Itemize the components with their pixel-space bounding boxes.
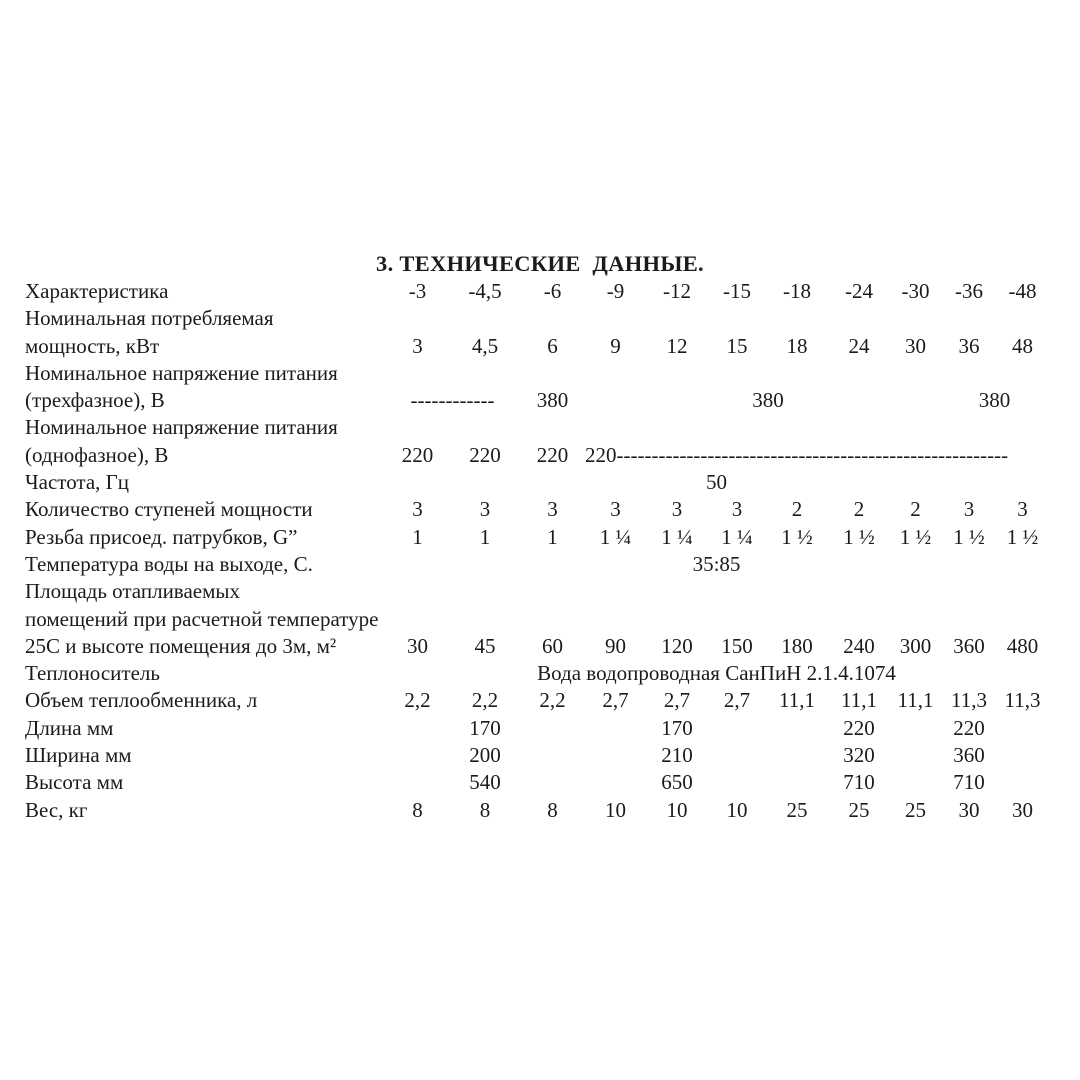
empty-cell	[708, 769, 766, 796]
table-row-area	[25, 633, 1048, 660]
value-cell: 2,2	[539, 688, 566, 713]
value-cell: 2,2	[404, 688, 431, 713]
value-cell: 2,7	[723, 688, 751, 713]
value-cell: 18	[786, 333, 808, 358]
empty-cell	[890, 387, 941, 414]
value-cell: 220	[536, 442, 569, 467]
value-cell: 8	[412, 797, 423, 822]
value-cell: 36	[958, 333, 980, 358]
value-cell: 1 ½	[899, 524, 932, 549]
value-cell: 650	[661, 770, 693, 795]
value-cell: 2,2	[471, 688, 499, 713]
value-cell: 11,1	[897, 688, 934, 713]
empty-cell	[520, 715, 585, 742]
value-cell: 200	[469, 743, 501, 768]
value-cell: 50	[706, 470, 727, 495]
table-row	[25, 305, 1048, 332]
row-label: Номинальное напряжение питания	[25, 415, 338, 440]
value-cell: 1 ½	[1006, 524, 1039, 549]
row-label: Частота, Гц	[25, 470, 130, 495]
empty-cell	[585, 715, 646, 742]
table-row-length	[25, 715, 1048, 742]
value-cell: 30	[1012, 797, 1033, 822]
model-header: -4,5	[468, 279, 502, 303]
table-row-steps	[25, 496, 1048, 523]
empty-cell	[520, 742, 585, 769]
table-row	[25, 414, 1048, 441]
model-header: -18	[783, 279, 811, 303]
value-cell: 25	[786, 797, 808, 822]
table-row	[25, 606, 1048, 633]
row-label: помещений при расчетной температуре	[25, 606, 379, 631]
value-cell: 30	[958, 797, 980, 822]
value-cell: 210	[661, 743, 693, 768]
table-row-voltage1	[25, 442, 1048, 469]
value-cell: 30	[905, 333, 926, 358]
row-label: Характеристика	[25, 279, 169, 303]
value-cell: 11,1	[779, 688, 815, 713]
empty-cell	[890, 742, 941, 769]
value-cell: 10	[726, 797, 748, 822]
value-cell: 180	[781, 633, 813, 658]
value-cell: 4,5	[471, 333, 499, 358]
value-cell: 360	[953, 633, 985, 658]
value-cell: Вода водопроводная СанПиН 2.1.4.1074	[537, 661, 896, 686]
value-cell: 380	[536, 388, 569, 413]
value-cell: 3	[731, 497, 743, 522]
model-header: -3	[408, 279, 427, 303]
value-cell: 710	[843, 770, 875, 795]
row-label: Высота мм	[25, 770, 124, 795]
model-header: -15	[723, 279, 751, 303]
empty-cell	[766, 769, 828, 796]
value-cell: 1	[412, 524, 423, 549]
empty-cell	[585, 742, 646, 769]
value-cell: 60	[542, 633, 563, 658]
value-cell: 25	[848, 797, 870, 822]
empty-cell	[385, 769, 450, 796]
table-row	[25, 578, 1048, 605]
value-cell: 1 ½	[953, 524, 985, 549]
table-row-frequency	[25, 469, 1048, 496]
empty-cell	[385, 715, 450, 742]
value-cell: 2,7	[602, 688, 629, 713]
row-label: Количество ступеней мощности	[25, 497, 313, 522]
table-row-weight	[25, 797, 1048, 824]
value-cell: 3	[412, 333, 423, 358]
value-cell: 120	[661, 633, 693, 658]
empty-cell	[890, 715, 941, 742]
value-cell: 3	[610, 497, 621, 522]
row-label: Номинальное напряжение питания	[25, 360, 338, 385]
value-cell: 320	[843, 743, 875, 768]
value-cell: 11,3	[1004, 688, 1041, 713]
value-cell: 90	[605, 633, 626, 658]
value-cell: 1 ½	[843, 524, 875, 549]
page-title: 3. ТЕХНИЧЕСКИЕ ДАННЫЕ.	[376, 251, 704, 276]
row-label: Теплоноситель	[25, 661, 160, 686]
row-label: Резьба присоед. патрубков, G”	[25, 524, 298, 549]
row-label: Ширина мм	[25, 743, 132, 768]
value-cell: 3	[963, 497, 975, 522]
value-cell: 170	[469, 715, 501, 740]
row-label: (трехфазное), В	[25, 388, 165, 413]
model-header: -12	[663, 279, 691, 303]
model-header: -24	[845, 279, 873, 303]
empty-cell	[585, 387, 646, 414]
model-header: -9	[606, 279, 625, 303]
empty-cell	[708, 715, 766, 742]
value-cell: 150	[721, 633, 753, 658]
value-cell: 220--------------------------------------------------------	[585, 442, 1009, 467]
empty-cell	[585, 769, 646, 796]
value-cell: 3	[671, 497, 683, 522]
value-cell: 1 ¼	[721, 524, 753, 549]
row-label: Площадь отапливаемых	[25, 579, 240, 604]
value-cell: 25	[905, 797, 926, 822]
value-cell: 24	[848, 333, 870, 358]
empty-cell	[520, 769, 585, 796]
value-cell: 2,7	[663, 688, 691, 713]
value-cell: 45	[474, 633, 496, 658]
value-cell: 10	[666, 797, 688, 822]
value-cell: 1 ¼	[599, 524, 632, 549]
value-cell: 3	[1017, 497, 1028, 522]
table-row-watertemp	[25, 551, 1048, 578]
empty-cell	[997, 715, 1048, 742]
value-cell: 3	[412, 497, 423, 522]
value-cell: 170	[661, 715, 693, 740]
value-cell: 540	[469, 770, 501, 795]
row-label: Вес, кг	[25, 797, 88, 822]
value-cell: 380	[978, 388, 1011, 413]
value-cell: 220	[843, 715, 875, 740]
value-cell: 11,3	[951, 688, 987, 713]
value-cell: 11,1	[841, 688, 877, 713]
empty-cell	[997, 769, 1048, 796]
value-cell: 220	[953, 715, 985, 740]
value-cell: 3	[547, 497, 558, 522]
value-cell: 380	[752, 388, 784, 413]
value-cell: 300	[899, 633, 932, 658]
empty-cell	[997, 742, 1048, 769]
model-header: -36	[955, 279, 983, 303]
table-row-thread	[25, 524, 1048, 551]
model-header: -30	[901, 279, 930, 303]
value-cell: 9	[610, 333, 621, 358]
row-label: Объем теплообменника, л	[25, 688, 258, 713]
value-cell: 360	[953, 743, 985, 768]
technical-data-table	[25, 278, 1048, 824]
empty-cell	[708, 742, 766, 769]
value-cell: 8	[547, 797, 558, 822]
value-cell: 6	[547, 333, 558, 358]
table-row-height	[25, 769, 1048, 796]
value-cell: 220	[401, 442, 434, 467]
row-label: 25С и высоте помещения до 3м, м²	[25, 633, 337, 658]
empty-cell	[890, 769, 941, 796]
table-row-voltage3	[25, 387, 1048, 414]
empty-cell	[385, 742, 450, 769]
value-cell: 1	[479, 524, 491, 549]
value-cell: 12	[666, 333, 688, 358]
row-label: Номинальная потребляемая	[25, 306, 274, 331]
value-cell: 3	[479, 497, 491, 522]
value-cell: 2	[910, 497, 921, 522]
table-row-width	[25, 742, 1048, 769]
table-row-power	[25, 333, 1048, 360]
value-cell: 2	[791, 497, 803, 522]
model-header: -48	[1008, 279, 1037, 303]
table-row-volume	[25, 687, 1048, 714]
value-cell: 240	[843, 633, 875, 658]
value-cell: 8	[479, 797, 491, 822]
value-cell: 2	[853, 497, 865, 522]
table-row-coolant	[25, 660, 1048, 687]
table-row-header	[25, 278, 1048, 305]
empty-cell	[766, 742, 828, 769]
row-label: мощность, кВт	[25, 333, 160, 358]
row-label: Длина мм	[25, 715, 114, 740]
dash-cell: ------------	[410, 388, 495, 413]
value-cell: 10	[605, 797, 626, 822]
row-label: Температура воды на выходе, С.	[25, 551, 313, 576]
table-row	[25, 360, 1048, 387]
value-cell: 35:85	[692, 551, 741, 576]
value-cell: 1 ¼	[661, 524, 693, 549]
value-cell: 15	[726, 333, 748, 358]
value-cell: 710	[953, 770, 985, 795]
row-label: (однофазное), В	[25, 442, 169, 467]
value-cell: 1	[547, 524, 558, 549]
value-cell: 480	[1006, 633, 1039, 658]
value-cell: 48	[1012, 333, 1033, 358]
empty-cell	[766, 715, 828, 742]
value-cell: 220	[469, 442, 501, 467]
value-cell: 30	[407, 633, 428, 658]
value-cell: 1 ½	[781, 524, 813, 549]
model-header: -6	[543, 279, 562, 303]
